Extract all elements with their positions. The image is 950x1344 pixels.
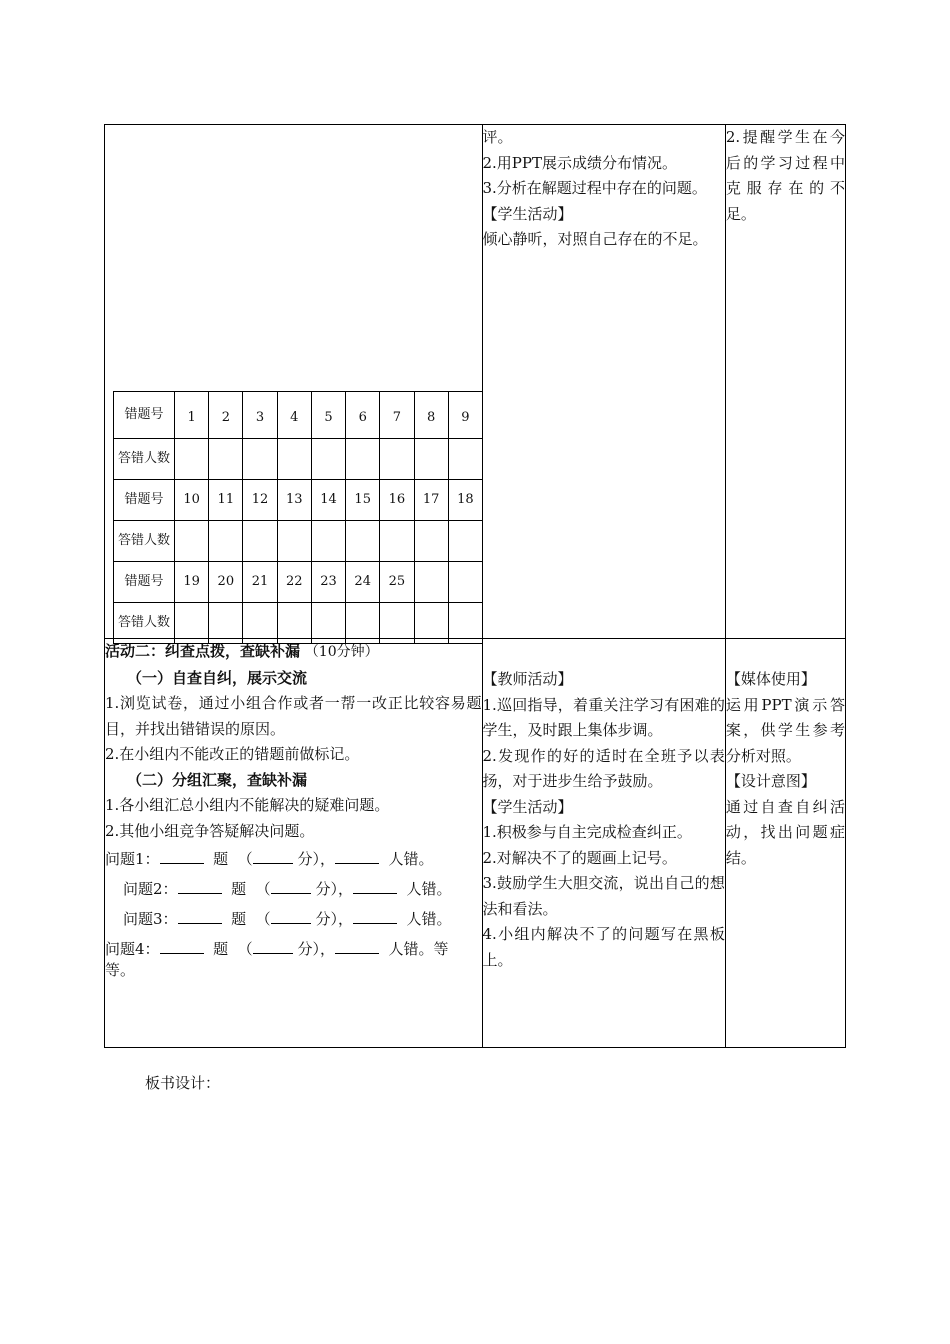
table-cell: 2 (209, 392, 243, 439)
text-line: 1.巡回指导，着重关注学习有困难的学生，及时跟上集体步调。 (482, 695, 725, 739)
blank-line (353, 909, 397, 924)
table-cell (414, 603, 448, 644)
stats-row-count-2 (114, 521, 483, 562)
blank-line (353, 879, 397, 894)
table-cell: 7 (380, 392, 414, 439)
question-line-2 (105, 874, 482, 904)
table-cell (448, 521, 482, 562)
text-line: 1.各小组汇总小组内不能解决的疑难问题。 (105, 796, 390, 814)
text-line: 2.用PPT展示成绩分布情况。 (482, 153, 678, 172)
design-intent-heading: 【设计意图】 (725, 772, 816, 790)
header-label: 错题号 (114, 480, 175, 521)
table-cell (414, 439, 448, 480)
label: 等 (433, 940, 449, 958)
row2-right-cell (725, 639, 845, 1048)
label: 题 (213, 940, 229, 958)
text-line: 1.浏览试卷，通过小组合作或者一帮一改正比较容易题目，并找出错错误的原因。 (105, 694, 482, 738)
row2-left-cell (105, 639, 483, 1048)
count-label: 答错人数 (114, 439, 175, 480)
table-cell (311, 603, 345, 644)
question-line-3 (105, 904, 482, 934)
table-cell (277, 603, 311, 644)
stats-row-count-3 (114, 603, 483, 644)
text-line: 3.鼓励学生大胆交流，说出自己的想法和看法。 (482, 874, 725, 918)
table-cell: 3 (243, 392, 277, 439)
label: （ (255, 910, 271, 928)
table-cell (243, 439, 277, 480)
table-cell (380, 439, 414, 480)
label: （ (237, 850, 253, 868)
label: 人错。 (388, 940, 434, 958)
header-label: 错题号 (114, 562, 175, 603)
blank-line (335, 939, 379, 954)
row2-middle-cell (482, 639, 725, 1048)
table-cell: 5 (311, 392, 345, 439)
student-activity-heading: 【学生活动】 (482, 797, 573, 816)
table-cell: 4 (277, 392, 311, 439)
text-line: 2.发现作的好的适时在全班予以表扬，对于进步生给予鼓励。 (482, 746, 725, 790)
board-design-label: 板书设计： (145, 1074, 221, 1092)
text-line: 倾心静听，对照自己存在的不足。 (482, 230, 708, 248)
table-cell (380, 521, 414, 562)
table-cell: 1 (175, 392, 209, 439)
stats-row-header-2 (114, 480, 483, 521)
label: 题 (213, 850, 229, 868)
table-cell (311, 439, 345, 480)
table-cell: 22 (277, 562, 311, 603)
text-line: 等。 (105, 961, 136, 979)
table-cell (243, 521, 277, 562)
label: 人错。 (388, 850, 434, 868)
table-cell: 10 (175, 480, 209, 521)
table-cell (209, 439, 243, 480)
question-label: 问题4： (105, 940, 160, 958)
lesson-plan-table (104, 124, 846, 1048)
table-cell: 14 (311, 480, 345, 521)
table-cell (346, 521, 380, 562)
text-line: 1.积极参与自主完成检查纠正。 (482, 823, 692, 841)
text-line: 2.提醒学生在今后的学习过程中克服存在的不足。 (725, 128, 845, 223)
table-cell (414, 562, 448, 603)
label: 人错。 (406, 910, 452, 928)
blank-line (335, 849, 379, 864)
table-cell: 20 (209, 562, 243, 603)
table-cell: 24 (346, 562, 380, 603)
table-cell (346, 603, 380, 644)
table-cell: 11 (209, 480, 243, 521)
label: 题 (231, 910, 247, 928)
activity-title: 活动二：纠查点拨，查缺补漏 (105, 642, 301, 660)
row1-left-cell (105, 125, 483, 639)
student-activity-heading: 【学生活动】 (482, 204, 573, 223)
stats-row-header-3 (114, 562, 483, 603)
header-label: 错题号 (114, 392, 175, 439)
table-cell: 21 (243, 562, 277, 603)
blank-line (253, 939, 293, 954)
lesson-row-2 (105, 639, 846, 1048)
table-cell: 15 (346, 480, 380, 521)
blank-line (178, 879, 222, 894)
row1-middle-cell (482, 125, 725, 639)
table-cell: 16 (380, 480, 414, 521)
table-cell: 18 (448, 480, 482, 521)
table-cell (414, 521, 448, 562)
blank-line (253, 849, 293, 864)
table-cell: 23 (311, 562, 345, 603)
table-cell (175, 521, 209, 562)
section-heading: （一）自查自纠，展示交流 (127, 668, 308, 687)
table-cell (243, 603, 277, 644)
table-cell (311, 521, 345, 562)
table-cell: 19 (175, 562, 209, 603)
question-line-1 (105, 844, 482, 874)
count-label: 答错人数 (114, 521, 175, 562)
question-label: 问题1： (105, 850, 160, 868)
table-cell (209, 603, 243, 644)
text-line: 评。 (482, 128, 513, 146)
label: 分）， (315, 910, 353, 928)
table-cell (448, 439, 482, 480)
table-cell: 6 (346, 392, 380, 439)
stats-row-count-1 (114, 439, 483, 480)
stats-row-header-1 (114, 392, 483, 439)
blank-line (160, 939, 204, 954)
error-stats-table (113, 391, 483, 644)
text-line: 运用PPT演示答案，供学生参考分析对照。 (725, 695, 845, 765)
text-line: 4.小组内解决不了的问题写在黑板上。 (482, 925, 725, 969)
question-label: 问题3： (123, 910, 178, 928)
label: （ (255, 880, 271, 898)
table-cell (209, 521, 243, 562)
table-cell (448, 603, 482, 644)
table-cell (448, 562, 482, 603)
question-line-4 (105, 934, 482, 964)
text-line: 3.分析在解题过程中存在的问题。 (482, 179, 707, 197)
label: 题 (231, 880, 247, 898)
count-label: 答错人数 (114, 603, 175, 644)
lesson-row-1 (105, 125, 846, 639)
label: 分）， (315, 880, 353, 898)
blank-line (178, 909, 222, 924)
table-cell (380, 603, 414, 644)
row1-right-cell (725, 125, 845, 639)
teacher-activity-heading: 【教师活动】 (482, 670, 573, 688)
table-cell: 9 (448, 392, 482, 439)
blank-line (271, 909, 311, 924)
section-heading: （二）分组汇聚，查缺补漏 (127, 770, 308, 789)
label: （ (237, 940, 253, 958)
table-cell: 25 (380, 562, 414, 603)
blank-line (271, 879, 311, 894)
text-line: 2.对解决不了的题画上记号。 (482, 848, 677, 867)
text-line: 2.其他小组竞争答疑解决问题。 (105, 821, 315, 840)
question-label: 问题2： (123, 880, 178, 898)
activity-duration: （10分钟） (304, 644, 379, 660)
table-cell: 13 (277, 480, 311, 521)
blank-line (160, 849, 204, 864)
table-cell: 17 (414, 480, 448, 521)
table-cell (175, 603, 209, 644)
label: 分）， (297, 940, 335, 958)
media-use-heading: 【媒体使用】 (725, 670, 816, 688)
label: 人错。 (406, 880, 452, 898)
table-cell (277, 439, 311, 480)
table-cell (346, 439, 380, 480)
table-cell (277, 521, 311, 562)
text-line: 2.在小组内不能改正的错题前做标记。 (105, 745, 360, 763)
table-cell: 12 (243, 480, 277, 521)
table-cell: 8 (414, 392, 448, 439)
label: 分）， (297, 850, 335, 868)
table-cell (175, 439, 209, 480)
text-line: 通过自查自纠活动，找出问题症结。 (725, 797, 845, 867)
